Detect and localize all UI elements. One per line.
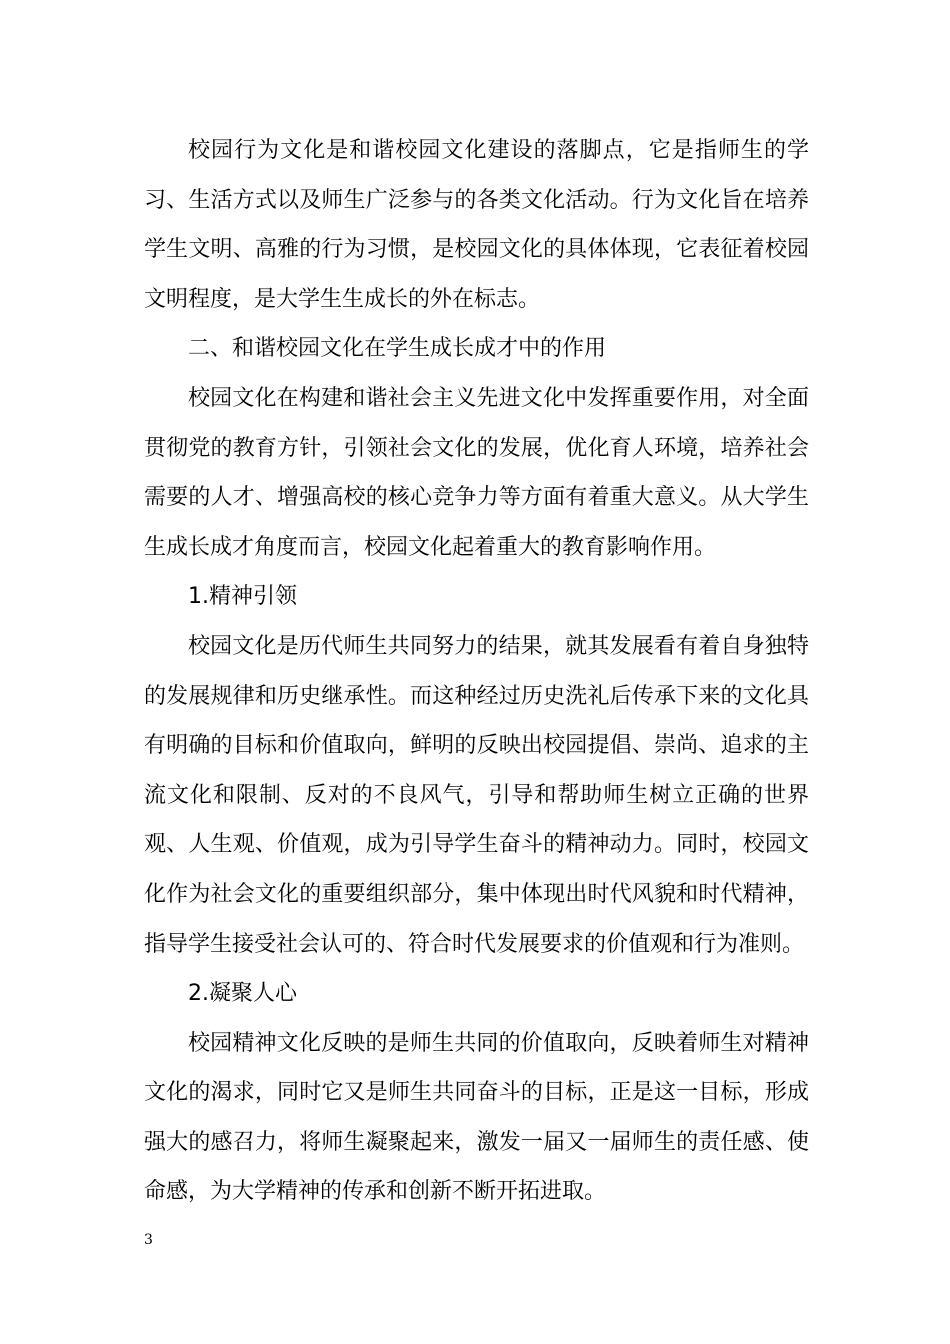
section-heading-role: 二、和谐校园文化在学生成长成才中的作用: [188, 336, 607, 362]
subheading-cohesion: 2.凝聚人心: [188, 981, 297, 1007]
document-body: [144, 126, 809, 1217]
paragraph-campus-culture-role: 校园文化在构建和谐社会主义先进文化中发挥重要作用，对全面贯彻党的教育方针，引领社会文化的发展，优化育人环境，培养社会需要的人才、增强高校的核心竞争力等方面有着重大意义。从大学生生成长成才角度而言，校园文化起着重大的教育影响作用。: [144, 385, 809, 560]
paragraph-spiritual-guidance: 校园文化是历代师生共同努力的结果，就其发展看有着自身独特的发展规律和历史继承性。而这种经过历史洗礼后传承下来的文化具有明确的目标和价值取向，鲜明的反映出校园提倡、崇尚、追求的主流文化和限制、反对的不良风气，引导和帮助师生树立正确的世界观、人生观、价值观，成为引导学生奋斗的精神动力。同时，校园文化作为社会文化的重要组织部分，集中体现出时代风貌和时代精神，指导学生接受社会认可的、符合时代发展要求的价值观和行为准则。: [144, 633, 809, 957]
page-number: 3: [144, 1232, 153, 1248]
paragraph-cohesion: 校园精神文化反映的是师生共同的价值取向，反映着师生对精神文化的渴求，同时它又是师生共同奋斗的目标，正是这一目标，形成强大的感召力，将师生凝聚起来，激发一届又一届师生的责任感、使命感，为大学精神的传承和创新不断开拓进取。: [144, 1030, 809, 1205]
paragraph-behavior-culture: 校园行为文化是和谐校园文化建设的落脚点，它是指师生的学习、生活方式以及师生广泛参与的各类文化活动。行为文化旨在培养学生文明、高雅的行为习惯，是校园文化的具体体现，它表征着校园文明程度，是大学生生成长的外在标志。: [144, 138, 809, 312]
subheading-spiritual-guidance: 1.精神引领: [188, 584, 297, 610]
